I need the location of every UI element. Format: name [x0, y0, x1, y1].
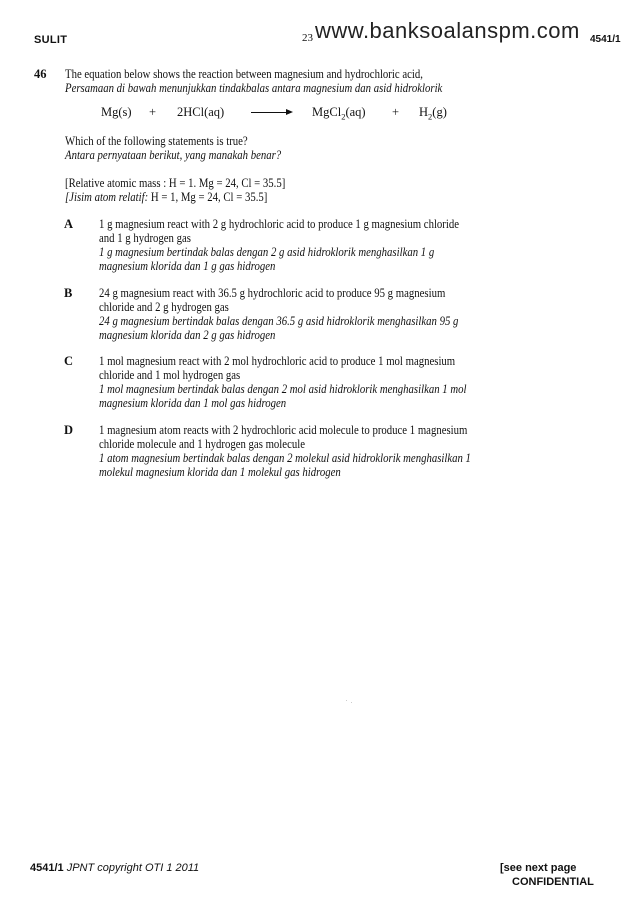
option-c-malay-line2: magnesium klorida dan 1 mol gas hidrogen [99, 396, 287, 410]
footer-copyright: 4541/1 JPNT copyright OTI 1 2011 [30, 862, 200, 874]
option-d-label[interactable]: D [64, 423, 74, 437]
option-c-english-line1: 1 mol magnesium react with 2 mol hydrochloric acid to produce 1 mol magnesium [99, 354, 456, 368]
option-c-english-line2: chloride and 1 mol hydrogen gas [99, 368, 241, 382]
plus-sign-1: + [149, 105, 157, 119]
paper-code-top: 4541/1 [590, 34, 621, 45]
option-b-malay-line1: 24 g magnesium bertindak balas dengan 36.5 g asid hidroklorik menghasilkan 95 g [99, 314, 459, 328]
product-mgcl2: MgCl$_2$(aq) [312, 105, 366, 122]
reaction-arrow-icon [251, 112, 291, 113]
option-d-malay-line1: 1 atom magnesium bertindak balas dengan 2 molekul asid hidroklorik menghasilkan 1 [99, 451, 471, 465]
plus-sign-2: + [392, 105, 400, 119]
sulit-label: SULIT [34, 34, 68, 46]
option-a-label[interactable]: A [64, 217, 74, 231]
option-c-malay-line1: 1 mol magnesium bertindak balas dengan 2 mol asid hidroklorik menghasilkan 1 mol [99, 382, 467, 396]
relative-atomic-mass-malay: [Jisim atom relatif: H = 1, Mg = 24, Cl = 35.5] [65, 190, 268, 204]
reactant-hcl: 2HCl(aq) [177, 105, 225, 119]
option-a-english-line1: 1 g magnesium react with 2 g hydrochloric acid to produce 1 g magnesium chloride [99, 217, 460, 231]
intro-english: The equation below shows the reaction between magnesium and hydrochloric acid, [65, 67, 423, 81]
product-h2: $H_2(g)$ [419, 105, 447, 122]
footer-confidential: CONFIDENTIAL [512, 876, 594, 888]
intro-malay: Persamaan di bawah menunjukkan tindakbalas antara magnesium dan asid hidroklorik [65, 81, 443, 95]
reactant-mg: Mg(s) [101, 105, 132, 119]
option-b-label[interactable]: B [64, 286, 73, 300]
page-number: 23 [302, 32, 313, 44]
option-a-english-line2: and 1 g hydrogen gas [99, 231, 191, 245]
option-b-malay-line2: magnesium klorida dan 2 g gas hidrogen [99, 328, 276, 342]
option-b-english-line2: chloride and 2 g hydrogen gas [99, 300, 229, 314]
option-d-malay-line2: molekul magnesium klorida dan 1 molekul gas hidrogen [99, 465, 341, 479]
question-number: 46 [34, 67, 47, 81]
option-a-malay-line2: magnesium klorida dan 1 g gas hidrogen [99, 259, 276, 273]
option-d-english-line2: chloride molecule and 1 hydrogen gas molecule [99, 437, 305, 451]
option-d-english-line1: 1 magnesium atom reacts with 2 hydrochloric acid molecule to produce 1 magnesium [99, 423, 468, 437]
watermark-url: www.banksoalanspm.com [315, 18, 580, 43]
option-b-english-line1: 24 g magnesium react with 36.5 g hydrochloric acid to produce 95 g magnesium [99, 286, 446, 300]
footer-see-next-page: [see next page [500, 862, 577, 874]
option-a-malay-line1: 1 g magnesium bertindak balas dengan 2 g asid hidroklorik menghasilkan 1 g [99, 245, 435, 259]
stem-malay: Antara pernyataan berikut, yang manakah benar? [65, 148, 282, 162]
stem-english: Which of the following statements is true? [65, 134, 248, 148]
relative-atomic-mass-english: [Relative atomic mass : H = 1. Mg = 24, Cl = 35.5] [65, 176, 286, 190]
option-c-label[interactable]: C [64, 354, 74, 368]
